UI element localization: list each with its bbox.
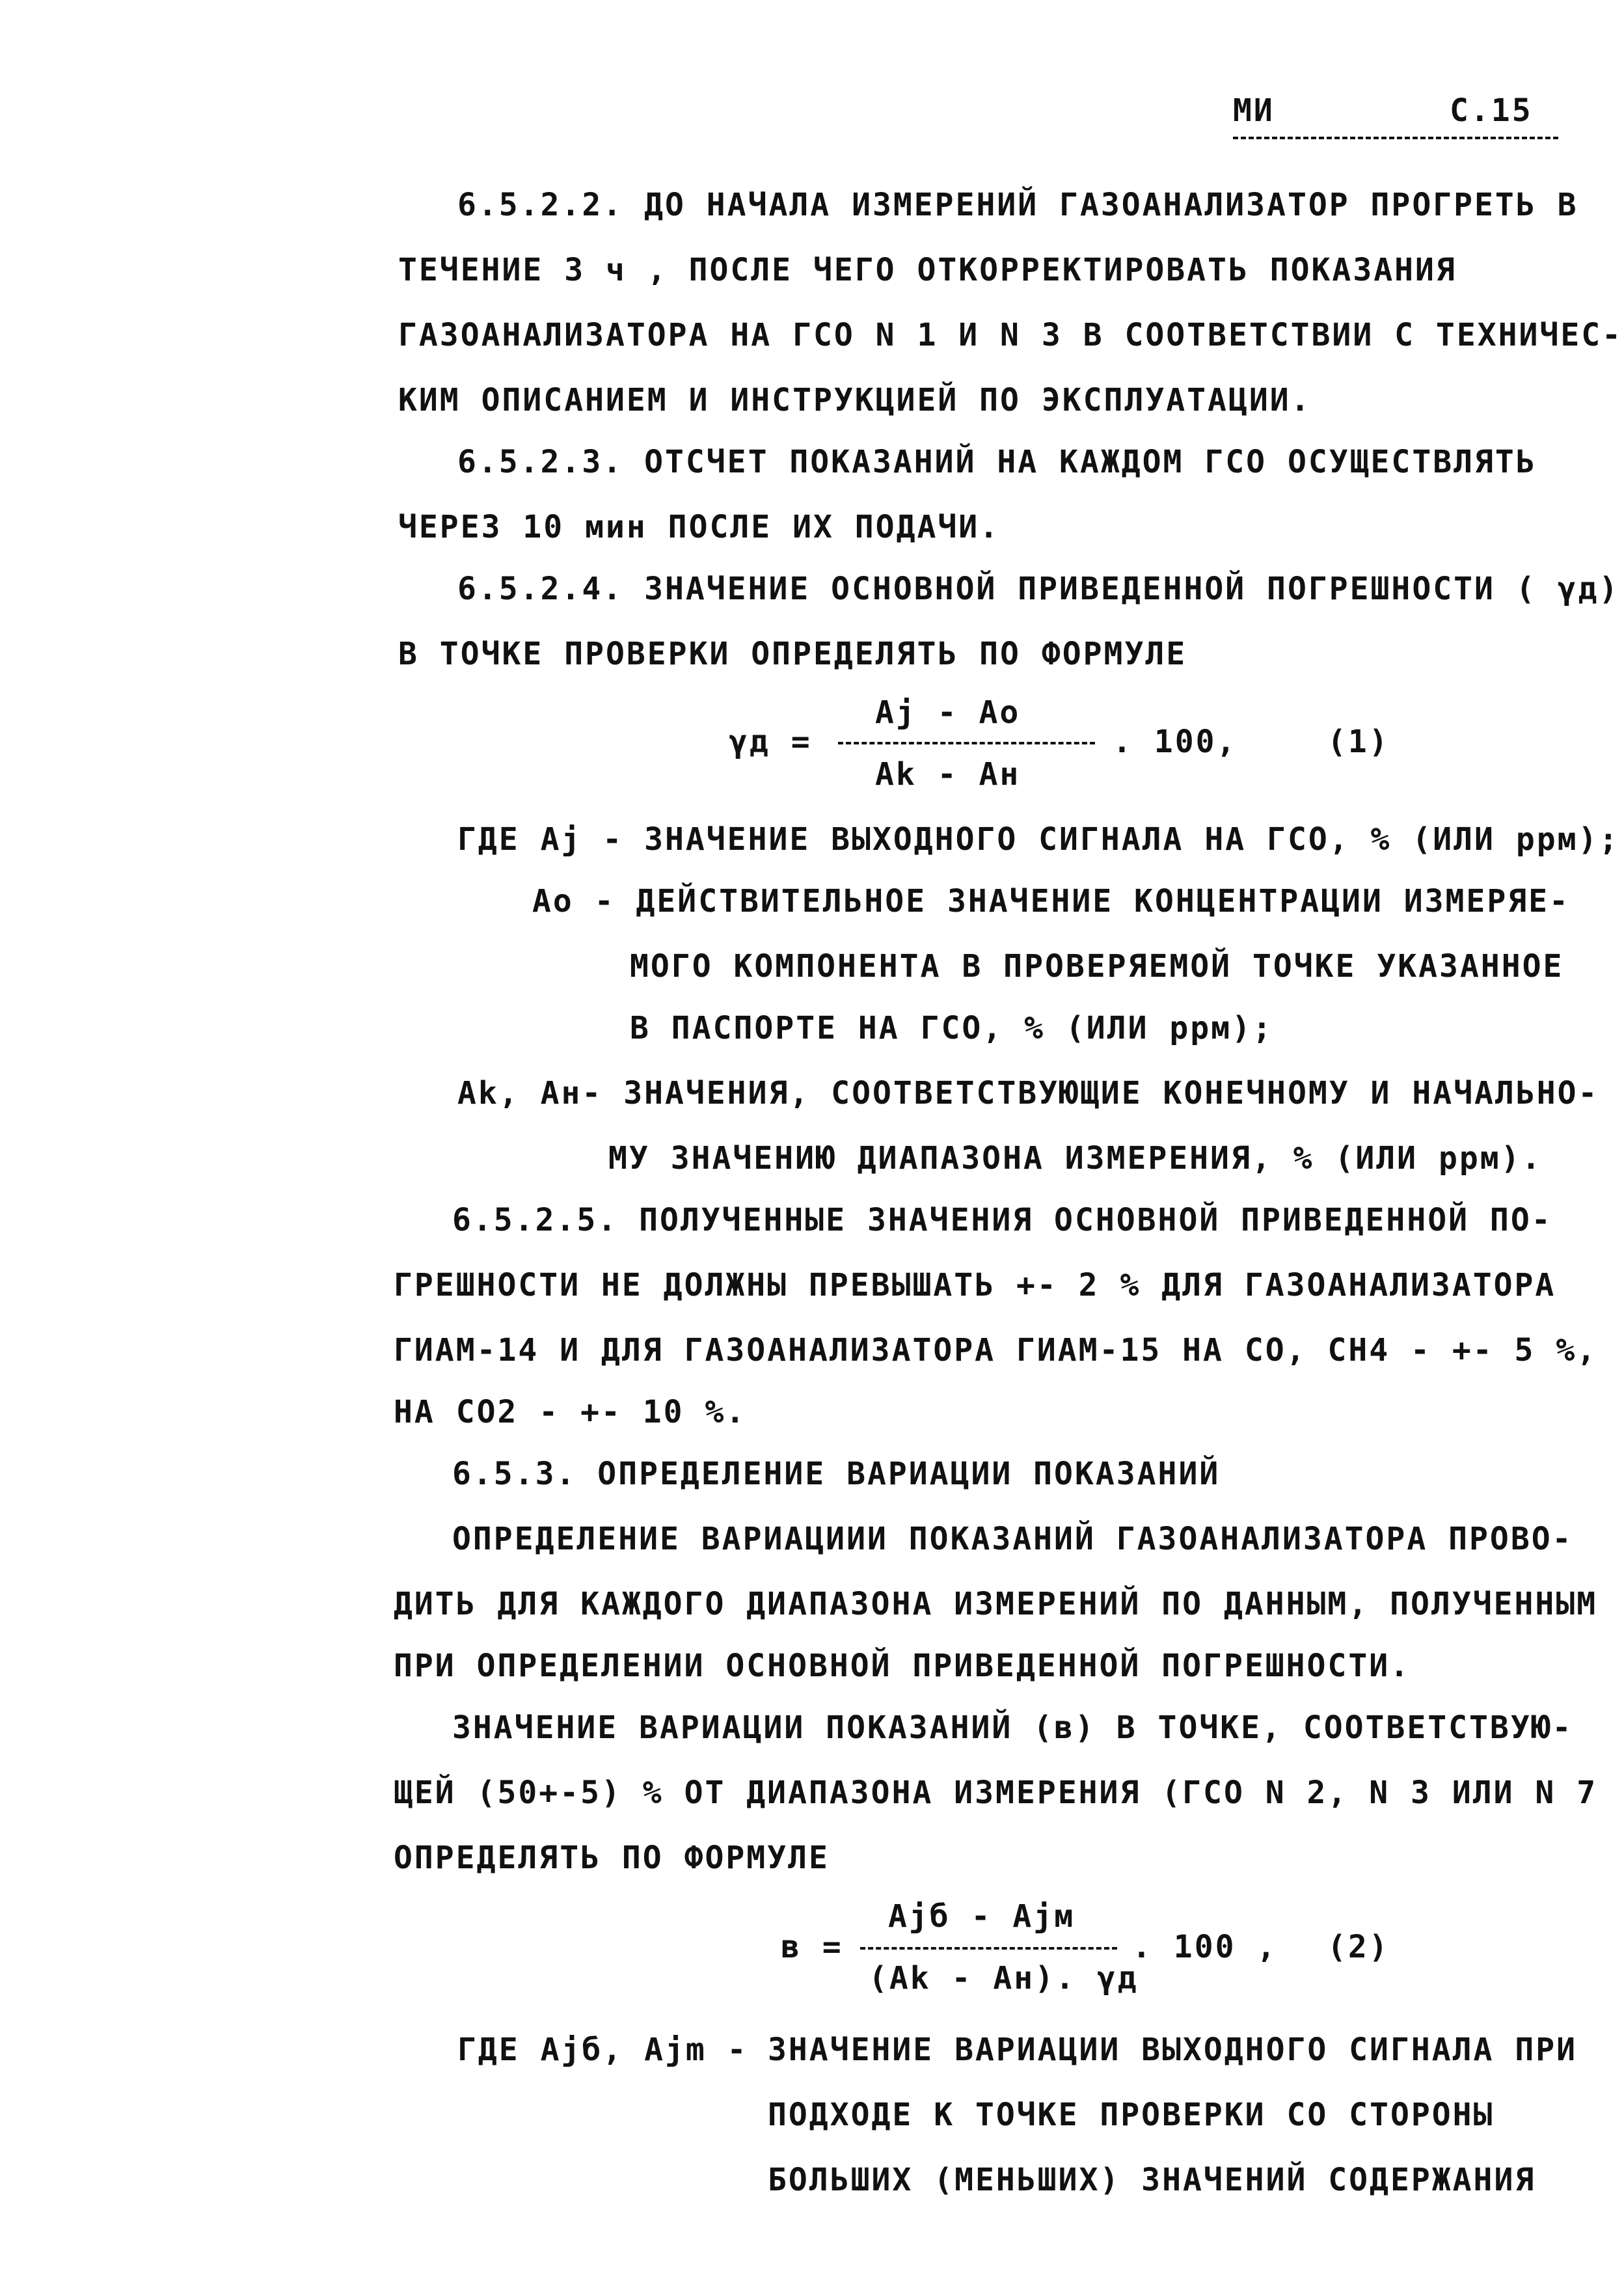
paragraph-6523-line: 6.5.2.3. ОТСЧЕТ ПОКАЗАНИЙ НА КАЖДОМ ГСО ОСУЩЕСТВЛЯТЬ <box>457 444 1537 480</box>
formula1-denominator: Ak - Aн <box>875 756 1021 793</box>
paragraph-6522-line: КИМ ОПИСАНИЕМ И ИНСТРУКЦИЕЙ ПО ЭКСПЛУАТАЦИИ. <box>398 382 1312 418</box>
paragraph-6524-line: В ТОЧКЕ ПРОВЕРКИ ОПРЕДЕЛЯТЬ ПО ФОРМУЛЕ <box>398 636 1187 672</box>
definition-ajb-ajm: ЗНАЧЕНИЕ ВАРИАЦИИ ВЫХОДНОГО СИГНАЛА ПРИ <box>768 2032 1578 2068</box>
formula2-lhs: в = <box>781 1929 843 1965</box>
section-653-line: ДИТЬ ДЛЯ КАЖДОГО ДИАПАЗОНА ИЗМЕРЕНИЙ ПО ДАННЫМ, ПОЛУЧЕННЫМ <box>394 1586 1598 1622</box>
formula1-lhs: γд = <box>729 724 812 760</box>
definition-ajb-ajm-cont: БОЛЬШИХ (МЕНЬШИХ) ЗНАЧЕНИЙ СОДЕРЖАНИЯ <box>768 2162 1536 2198</box>
definition-ao-cont: МОГО КОМПОНЕНТА В ПРОВЕРЯЕМОЙ ТОЧКЕ УКАЗАННОЕ <box>630 948 1564 985</box>
formula1-number: (1) <box>1327 724 1390 760</box>
paragraph-6522-line: ТЕЧЕНИЕ 3 ч , ПОСЛЕ ЧЕГО ОТКОРРЕКТИРОВАТЬ ПОКАЗАНИЯ <box>398 252 1457 288</box>
paragraph-6522-line: 6.5.2.2. ДО НАЧАЛА ИЗМЕРЕНИЙ ГАЗОАНАЛИЗАТОР ПРОГРЕТЬ В <box>457 187 1578 223</box>
paragraph-6523-line: ЧЕРЕЗ 10 мин ПОСЛЕ ИХ ПОДАЧИ. <box>398 509 1001 545</box>
definition-ajb-ajm-cont: ПОДХОДЕ К ТОЧКЕ ПРОВЕРКИ СО СТОРОНЫ <box>768 2097 1495 2133</box>
section-653-line: ЗНАЧЕНИЕ ВАРИАЦИИ ПОКАЗАНИЙ (в) В ТОЧКЕ, СООТВЕТСТВУЮ- <box>452 1709 1573 1746</box>
definition-ao: Ao - ДЕЙСТВИТЕЛЬНОЕ ЗНАЧЕНИЕ КОНЦЕНТРАЦИИ ИЗМЕРЯЕ- <box>532 883 1570 919</box>
paragraph-6525-line: 6.5.2.5. ПОЛУЧЕННЫЕ ЗНАЧЕНИЯ ОСНОВНОЙ ПРИВЕДЕННОЙ ПО- <box>452 1202 1552 1238</box>
paragraph-6522-line: ГАЗОАНАЛИЗАТОРА НА ГСО N 1 И N 3 В СООТВЕТСТВИИ С ТЕХНИЧЕС- <box>398 317 1623 353</box>
section-653-line: ПРИ ОПРЕДЕЛЕНИИ ОСНОВНОЙ ПРИВЕДЕННОЙ ПОГРЕШНОСТИ. <box>394 1648 1411 1684</box>
definition-aj: ГДЕ Aj - ЗНАЧЕНИЕ ВЫХОДНОГО СИГНАЛА НА ГСО, % (ИЛИ ppм); <box>457 821 1620 858</box>
formula2-number: (2) <box>1327 1929 1390 1965</box>
formula2-numerator: Ajб - Ajм <box>888 1898 1076 1935</box>
section-653-heading: 6.5.3. ОПРЕДЕЛЕНИЕ ВАРИАЦИИ ПОКАЗАНИЙ <box>452 1456 1221 1492</box>
definition-ak-ah-cont: МУ ЗНАЧЕНИЮ ДИАПАЗОНА ИЗМЕРЕНИЯ, % (ИЛИ ppм). <box>608 1140 1543 1177</box>
page-number: С.15 <box>1450 92 1533 129</box>
definition-ajb-ajm-label: ГДЕ Ajб, Ajm - <box>457 2032 748 2068</box>
header-rule <box>1233 137 1558 139</box>
paragraph-6525-line: ГИАМ-14 И ДЛЯ ГАЗОАНАЛИЗАТОРА ГИАМ-15 НА CO, CH4 - +- 5 %, <box>394 1332 1598 1369</box>
formula1-fraction-bar <box>838 742 1095 744</box>
formula1-multiplier: . 100, <box>1113 724 1238 760</box>
definition-ak-ah: Ak, Aн- ЗНАЧЕНИЯ, СООТВЕТСТВУЮЩИЕ КОНЕЧНОМУ И НАЧАЛЬНО- <box>457 1075 1599 1111</box>
paragraph-6525-line: НА CO2 - +- 10 %. <box>394 1394 747 1430</box>
document-code: МИ <box>1233 92 1275 129</box>
formula2-fraction-bar <box>860 1947 1117 1950</box>
formula1-numerator: Aj - Ao <box>875 694 1021 731</box>
paragraph-6525-line: ГРЕШНОСТИ НЕ ДОЛЖНЫ ПРЕВЫШАТЬ +- 2 % ДЛЯ ГАЗОАНАЛИЗАТОРА <box>394 1267 1556 1303</box>
paragraph-6524-line: 6.5.2.4. ЗНАЧЕНИЕ ОСНОВНОЙ ПРИВЕДЕННОЙ ПОГРЕШНОСТИ ( γд) <box>457 571 1620 607</box>
section-653-line: ОПРЕДЕЛЕНИЕ ВАРИАЦИИИ ПОКАЗАНИЙ ГАЗОАНАЛИЗАТОРА ПРОВО- <box>452 1521 1573 1557</box>
definition-ao-cont: В ПАСПОРТЕ НА ГСО, % (ИЛИ ppм); <box>630 1010 1273 1046</box>
section-653-line: ОПРЕДЕЛЯТЬ ПО ФОРМУЛЕ <box>394 1840 830 1876</box>
formula2-denominator: (Ak - Aн). γд <box>869 1960 1139 1996</box>
formula2-multiplier: . 100 , <box>1132 1929 1278 1965</box>
section-653-line: ЩЕЙ (50+-5) % ОТ ДИАПАЗОНА ИЗМЕРЕНИЯ (ГСО N 2, N 3 ИЛИ N 7 <box>394 1775 1598 1811</box>
